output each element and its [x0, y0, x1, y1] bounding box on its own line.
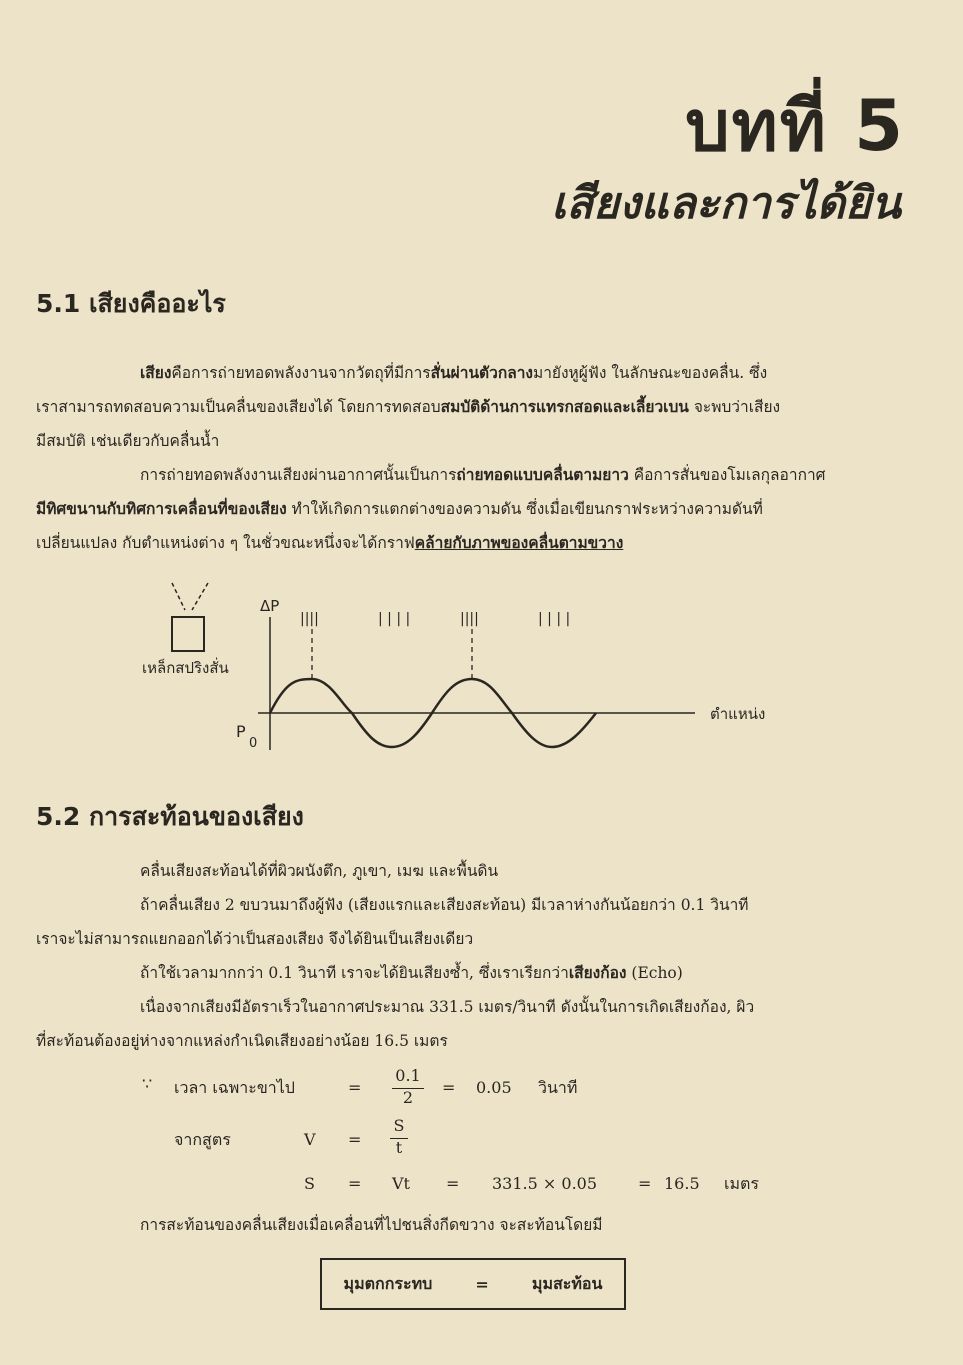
y-axis-label: ΔP [260, 597, 280, 615]
formula-row2-var: V [304, 1130, 316, 1149]
text-line: ถ้าคลื่นเสียง 2 ขบวนมาถึงผู้ฟัง (เสียงแรกและเสียงสะท้อน) มีเวลาห่างกันน้อยกว่า 0.1 วินาที [140, 896, 749, 914]
text-line: การสะท้อนของคลื่นเสียงเมื่อเคลื่อนที่ไปชนสิ่งกีดขวาง จะสะท้อนโดยมี [140, 1216, 603, 1234]
echo-formula [140, 1066, 790, 1206]
text-line: คลื่นเสียงสะท้อนได้ที่ผิวผนังตึก, ภูเขา, เมฆ และพื้นดิน [140, 862, 499, 880]
x-axis-label: ตำแหน่ง [710, 705, 766, 723]
text: ถ้าใช้เวลามากกว่า 0.1 วินาที เราจะได้ยินเสียงซ้ำ, ซึ่งเราเรียกว่า [140, 964, 569, 982]
equals-sign: = [446, 1174, 460, 1193]
fraction-denominator: 2 [402, 1088, 414, 1107]
because-symbol: ∵ [142, 1074, 153, 1093]
term-longitudinal: ถ่ายทอดแบบคลื่นตามยาว [456, 465, 629, 484]
text-line: เนื่องจากเสียงมีอัตราเร็วในอากาศประมาณ 331.5 เมตร/วินาที ดังนั้นในการเกิดเสียงก้อง, ผิว [140, 998, 755, 1016]
text-line: ที่สะท้อนต้องอยู่ห่างจากแหล่งกำเนิดเสียงอย่างน้อย 16.5 เมตร [36, 1032, 448, 1050]
text: คือการสั่นของโมเลกุลอากาศ [628, 466, 826, 484]
section-heading-5-1: 5.1 เสียงคืออะไร [36, 289, 226, 318]
formula-row3-calc: 331.5 × 0.05 [492, 1174, 598, 1193]
formula-row1-unit: วินาที [538, 1078, 578, 1097]
formula-row2-label: จากสูตร [174, 1130, 231, 1149]
fraction-denominator: t [395, 1138, 403, 1157]
text: มีสมบัติ เช่นเดียวกับคลื่นน้ำ [36, 432, 220, 450]
spring-label: เหล็กสปริงสั่น [142, 659, 229, 677]
origin-label: P [236, 722, 246, 741]
section-5-2-body [36, 854, 914, 1058]
text: การถ่ายทอดพลังงานเสียงผ่านอากาศนั้นเป็นการ [140, 466, 457, 484]
formula-row3-var: S [304, 1174, 315, 1193]
term-transverse-like: คล้ายกับภาพของคลื่นตามขวาง [414, 533, 624, 552]
equals-sign: = [475, 1274, 489, 1294]
text: คือการถ่ายทอดพลังงานจากวัตถุที่มีการ [171, 364, 431, 382]
spring-block [172, 617, 204, 651]
rarefaction-mark-2: | | | | [538, 611, 571, 627]
formula-row1-label: เวลา เฉพาะขาไป [174, 1078, 295, 1097]
compression-mark-2: |||| [460, 611, 479, 627]
text: เราสามารถทดสอบความเป็นคลื่นของเสียงได้ โดยการทดสอบ [36, 398, 441, 416]
formula-row1-result: 0.05 [476, 1078, 512, 1097]
compression-mark-1: |||| [300, 611, 319, 627]
text: มีทิศ [36, 499, 67, 518]
text: มายังหูผู้ฟัง ในลักษณะของคลื่น. ซึ่ง [532, 364, 768, 382]
angle-of-incidence: มุมตกกระทบ [343, 1273, 433, 1293]
text: ทำให้เกิดการแตกต่างของความดัน ซึ่งเมื่อเขียนกราฟระหว่างความดันที่ [286, 500, 763, 518]
text: เปลี่ยนแปลง กับตำแหน่งต่าง ๆ ในชั่วขณะหนึ่งจะได้กราฟ [36, 534, 415, 552]
reflection-law-box [320, 1258, 626, 1310]
fraction-numerator: S [393, 1116, 405, 1135]
formula-row3-result: 16.5 [664, 1174, 700, 1193]
chapter-number: บทที่ 5 [685, 85, 905, 167]
angle-of-reflection: มุมสะท้อน [531, 1273, 603, 1293]
equals-sign: = [348, 1174, 362, 1193]
origin-label-sub: 0 [249, 736, 258, 751]
vibration-line-right [192, 583, 208, 610]
equals-sign: = [348, 1130, 362, 1149]
text: (Echo) [626, 964, 683, 982]
term-echo: เสียงก้อง [568, 963, 627, 982]
equals-sign: = [442, 1078, 456, 1097]
pressure-wave-diagram [130, 575, 810, 775]
equals-sign: = [348, 1078, 362, 1097]
term-sound: เสียง [140, 363, 172, 382]
formula-row3-mid: Vt [392, 1174, 410, 1193]
vibration-line-left [172, 583, 185, 610]
chapter-title: เสียงและการได้ยิน [551, 178, 901, 229]
text-line: เราจะไม่สามารถแยกออกได้ว่าเป็นสองเสียง จึงได้ยินเป็นเสียงเดียว [36, 930, 474, 948]
term-interference: สมบัติด้านการแทรกสอดและเลี้ยวเบน [440, 397, 689, 416]
reflection-law-intro [36, 1208, 914, 1242]
term-parallel: ขนานกับทิศการเคลื่อนที่ของเสียง [66, 499, 287, 518]
section-5-1-paragraph-1 [36, 356, 914, 458]
section-heading-5-2: 5.2 การสะท้อนของเสียง [36, 802, 304, 831]
text: จะพบว่าเสียง [688, 398, 781, 416]
rarefaction-mark-1: | | | | [378, 611, 411, 627]
section-5-1-paragraph-2 [36, 458, 914, 560]
equals-sign: = [638, 1174, 652, 1193]
fraction-numerator: 0.1 [395, 1066, 421, 1085]
term-vibration: สั่นผ่านตัวกลาง [430, 363, 533, 382]
formula-row3-unit: เมตร [724, 1174, 759, 1193]
